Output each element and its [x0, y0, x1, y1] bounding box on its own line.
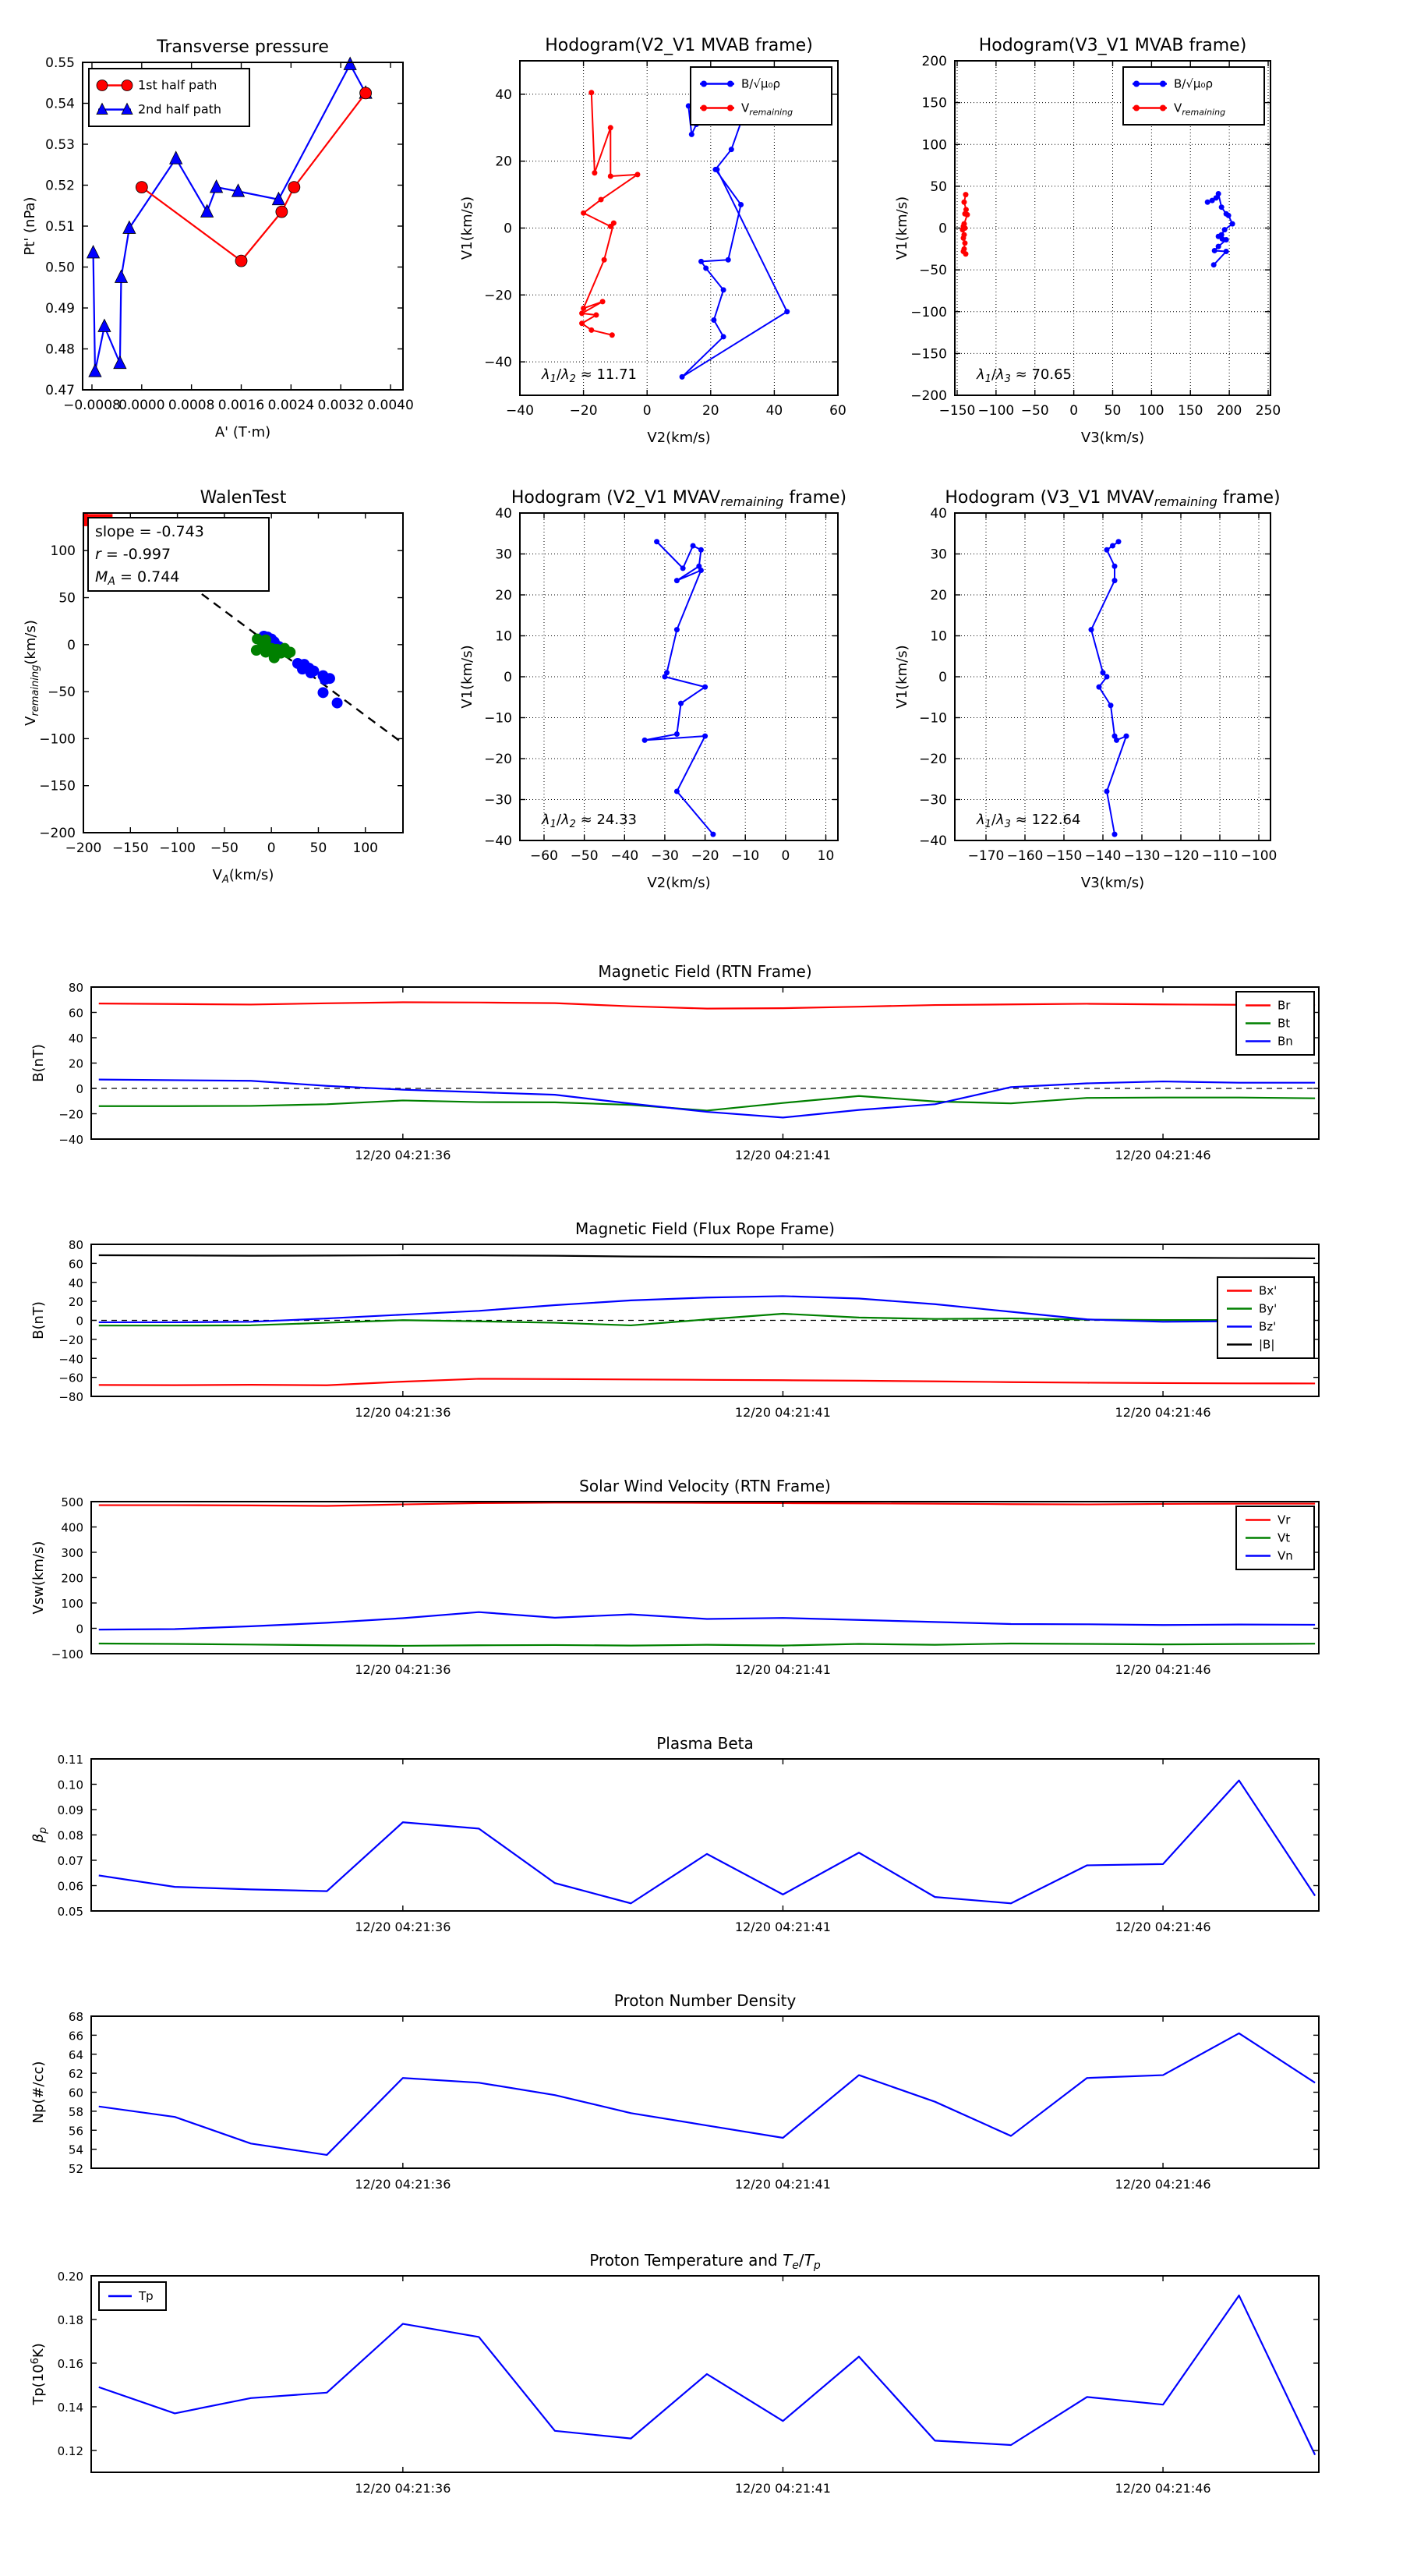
svg-text:400: 400: [61, 1520, 83, 1535]
svg-text:−20: −20: [569, 403, 598, 419]
svg-text:20: 20: [702, 403, 719, 419]
svg-text:Transverse pressure: Transverse pressure: [157, 37, 329, 57]
svg-text:Vsw(km/s): Vsw(km/s): [30, 1541, 47, 1615]
svg-text:10: 10: [930, 628, 947, 645]
svg-text:20: 20: [495, 154, 512, 170]
svg-text:0.47: 0.47: [45, 383, 75, 398]
svg-text:0: 0: [781, 848, 790, 864]
svg-text:Plasma Beta: Plasma Beta: [656, 1734, 754, 1753]
svg-text:−150: −150: [938, 403, 976, 419]
svg-text:−20: −20: [58, 1107, 83, 1122]
svg-text:200: 200: [61, 1571, 83, 1586]
panel-hodogram-v2v1-mvav: [459, 488, 846, 891]
svg-text:−20: −20: [484, 288, 512, 304]
svg-text:−100: −100: [51, 1647, 83, 1661]
svg-text:50: 50: [309, 840, 327, 856]
svg-text:−100: −100: [977, 403, 1015, 419]
panel-proton-temperature: [30, 2251, 1319, 2496]
svg-text:Bt: Bt: [1278, 1016, 1291, 1031]
svg-text:150: 150: [921, 95, 947, 111]
svg-text:12/20 04:21:36: 12/20 04:21:36: [355, 2481, 451, 2496]
svg-text:−170: −170: [967, 848, 1005, 864]
svg-text:Proton Number Density: Proton Number Density: [613, 1991, 797, 2010]
svg-text:0.51: 0.51: [45, 219, 75, 235]
svg-text:Vr: Vr: [1278, 1513, 1291, 1527]
svg-text:Hodogram (V2_V1 MVAVremaining​: Hodogram (V2_V1 MVAVremaining frame): [511, 488, 847, 509]
svg-text:−40: −40: [484, 355, 512, 371]
svg-text:0: 0: [67, 637, 76, 653]
svg-text:0.0008: 0.0008: [168, 398, 215, 413]
svg-text:Hodogram(V2_V1 MVAB frame): Hodogram(V2_V1 MVAB frame): [545, 36, 813, 55]
svg-text:B/√μ₀ρ: B/√μ₀ρ: [1174, 76, 1213, 91]
svg-text:−110: −110: [1201, 848, 1239, 864]
svg-text:20: 20: [68, 1056, 83, 1071]
svg-text:12/20 04:21:41: 12/20 04:21:41: [734, 1920, 831, 1934]
svg-text:66: 66: [68, 2029, 83, 2043]
svg-text:−130: −130: [1123, 848, 1161, 864]
panel-transverse-pressure: [22, 37, 414, 441]
svg-text:−10: −10: [484, 710, 512, 727]
svg-text:0: 0: [642, 403, 652, 419]
svg-text:0: 0: [267, 840, 276, 856]
svg-text:V1(km/s): V1(km/s): [894, 645, 910, 709]
svg-text:Magnetic Field (RTN Frame): Magnetic Field (RTN Frame): [598, 962, 812, 981]
svg-text:slope = -0.743: slope = -0.743: [95, 523, 204, 540]
svg-text:Vt: Vt: [1278, 1530, 1291, 1545]
svg-text:Proton Temperature and Te​/Tp​: Proton Temperature and $T_e/T_p$: [589, 2251, 821, 2272]
svg-text:Bn: Bn: [1278, 1034, 1293, 1049]
svg-text:Pt' (nPa): Pt' (nPa): [22, 196, 38, 256]
svg-text:−100: −100: [910, 304, 947, 320]
svg-text:60: 60: [68, 2086, 83, 2100]
svg-text:150: 150: [1178, 403, 1203, 419]
svg-text:12/20 04:21:46: 12/20 04:21:46: [1115, 1405, 1211, 1420]
svg-text:−30: −30: [650, 848, 679, 864]
svg-text:200: 200: [921, 54, 947, 69]
svg-text:−60: −60: [530, 848, 558, 864]
svg-text:12/20 04:21:41: 12/20 04:21:41: [734, 2481, 831, 2496]
svg-text:0.12: 0.12: [57, 2444, 83, 2458]
svg-text:0.49: 0.49: [45, 301, 75, 317]
svg-text:60: 60: [68, 1257, 83, 1272]
svg-text:Np(#/cc): Np(#/cc): [30, 2061, 47, 2124]
svg-text:12/20 04:21:41: 12/20 04:21:41: [734, 2177, 831, 2192]
svg-text:λ1​/λ3​ ≈ 70.65: $\lambda_1/\lambda_3 \approx 70.65$: [977, 366, 1073, 385]
svg-text:−200: −200: [39, 826, 76, 841]
svg-text:60: 60: [68, 1006, 83, 1021]
svg-text:0: 0: [1069, 403, 1079, 419]
svg-text:0.0000: 0.0000: [118, 398, 165, 413]
svg-text:Hodogram(V3_V1 MVAB frame): Hodogram(V3_V1 MVAB frame): [978, 36, 1247, 55]
svg-text:50: 50: [1104, 403, 1122, 419]
panel-hodogram-v2v1-mvab: [459, 36, 846, 446]
svg-text:12/20 04:21:46: 12/20 04:21:46: [1115, 1920, 1211, 1934]
svg-text:0.11: 0.11: [57, 1753, 83, 1767]
svg-text:V3(km/s): V3(km/s): [1080, 875, 1145, 891]
svg-text:Vremaining​(km/s): $V_{remaining}(km/s)$: [23, 620, 41, 726]
svg-text:−150: −150: [111, 840, 149, 856]
svg-text:V1(km/s): V1(km/s): [459, 645, 475, 709]
svg-text:−40: −40: [919, 833, 947, 849]
svg-text:B(nT): B(nT): [30, 1044, 47, 1082]
svg-text:−200: −200: [910, 388, 947, 404]
svg-text:12/20 04:21:36: 12/20 04:21:36: [355, 1920, 451, 1934]
panel-hodogram-v3v1-mvav: [894, 488, 1281, 891]
svg-text:−50: −50: [1020, 403, 1049, 419]
svg-text:12/20 04:21:36: 12/20 04:21:36: [355, 1405, 451, 1420]
svg-text:200: 200: [1216, 403, 1242, 419]
svg-text:12/20 04:21:46: 12/20 04:21:46: [1115, 1148, 1211, 1162]
svg-text:Vremaining​: $V_{remaining}$: [741, 101, 793, 118]
svg-text:12/20 04:21:46: 12/20 04:21:46: [1115, 1662, 1211, 1677]
svg-text:0.50: 0.50: [45, 260, 75, 276]
svg-text:80: 80: [68, 1238, 83, 1252]
svg-text:Magnetic Field (Flux Rope Fram: Magnetic Field (Flux Rope Frame): [575, 1219, 835, 1238]
svg-text:0.20: 0.20: [57, 2270, 83, 2284]
svg-text:2nd half path: 2nd half path: [138, 101, 222, 117]
svg-text:0.53: 0.53: [45, 137, 75, 153]
panel-hodogram-v3v1-mvab: [894, 36, 1281, 446]
svg-text:V1(km/s): V1(km/s): [894, 196, 910, 260]
svg-text:40: 40: [68, 1031, 83, 1046]
svg-text:0: 0: [76, 1622, 83, 1637]
svg-text:50: 50: [930, 179, 947, 195]
svg-text:−20: −20: [691, 848, 719, 864]
svg-text:By': By': [1259, 1301, 1278, 1316]
svg-text:12/20 04:21:41: 12/20 04:21:41: [734, 1148, 831, 1162]
svg-text:V2(km/s): V2(km/s): [647, 430, 711, 446]
svg-text:0.18: 0.18: [57, 2313, 83, 2327]
panel-vsw-rtn: [30, 1477, 1319, 1677]
svg-text:B(nT): B(nT): [30, 1301, 47, 1339]
svg-text:−150: −150: [910, 346, 947, 363]
svg-text:λ1​/λ2​ ≈ 11.71: $\lambda_1/\lambda_2 \approx 11.71$: [542, 366, 638, 385]
svg-text:20: 20: [68, 1295, 83, 1310]
svg-text:−100: −100: [1240, 848, 1278, 864]
svg-text:−40: −40: [484, 833, 512, 849]
svg-text:0.08: 0.08: [57, 1828, 83, 1843]
svg-text:62: 62: [68, 2067, 83, 2082]
svg-text:−50: −50: [48, 685, 76, 701]
svg-text:12/20 04:21:46: 12/20 04:21:46: [1115, 2177, 1211, 2192]
svg-text:V3(km/s): V3(km/s): [1080, 430, 1145, 446]
svg-text:0: 0: [504, 670, 512, 685]
svg-text:1st half path: 1st half path: [138, 77, 217, 93]
svg-text:0.0040: 0.0040: [367, 398, 414, 413]
panel-bfield-fluxrope: [30, 1219, 1319, 1420]
svg-text:12/20 04:21:36: 12/20 04:21:36: [355, 1148, 451, 1162]
svg-text:−120: −120: [1162, 848, 1200, 864]
svg-text:12/20 04:21:41: 12/20 04:21:41: [734, 1405, 831, 1420]
svg-text:10: 10: [495, 628, 512, 645]
panel-bfield-rtn: [30, 962, 1319, 1162]
svg-text:0.0016: 0.0016: [217, 398, 265, 413]
svg-text:0.54: 0.54: [45, 96, 75, 112]
svg-text:−200: −200: [65, 840, 102, 856]
svg-text:0.05: 0.05: [57, 1905, 83, 1919]
svg-text:64: 64: [68, 2047, 83, 2062]
svg-text:0: 0: [938, 670, 947, 685]
svg-text:40: 40: [765, 403, 783, 419]
svg-text:−30: −30: [484, 792, 512, 809]
svg-text:Br: Br: [1278, 998, 1291, 1013]
svg-text:0.16: 0.16: [57, 2357, 83, 2371]
svg-text:20: 20: [930, 588, 947, 603]
svg-text:0.07: 0.07: [57, 1854, 83, 1868]
svg-text:Hodogram (V3_V1 MVAVremaining​: Hodogram (V3_V1 MVAVremaining frame): [945, 488, 1281, 509]
svg-text:WalenTest: WalenTest: [200, 488, 287, 508]
panel-plasma-beta: [30, 1734, 1319, 1934]
svg-text:250: 250: [1255, 403, 1281, 419]
svg-text:40: 40: [495, 87, 512, 103]
svg-text:−50: −50: [570, 848, 599, 864]
svg-text:VA​(km/s): $V_A(km/s)$: [212, 867, 274, 886]
svg-text:300: 300: [61, 1546, 83, 1560]
svg-text:500: 500: [61, 1495, 83, 1509]
svg-text:V1(km/s): V1(km/s): [459, 196, 475, 260]
svg-text:A' (T·m): A' (T·m): [214, 424, 271, 441]
svg-text:−100: −100: [159, 840, 196, 856]
svg-text:40: 40: [68, 1276, 83, 1290]
svg-text:0.06: 0.06: [57, 1879, 83, 1894]
svg-text:−40: −40: [610, 848, 639, 864]
svg-text:10: 10: [817, 848, 835, 864]
svg-text:0.48: 0.48: [45, 341, 75, 358]
svg-text:0.09: 0.09: [57, 1803, 83, 1817]
svg-text:|B|: |B|: [1259, 1337, 1275, 1352]
svg-text:−10: −10: [731, 848, 760, 864]
svg-text:100: 100: [352, 840, 378, 856]
svg-text:−140: −140: [1084, 848, 1122, 864]
svg-text:−40: −40: [58, 1133, 83, 1147]
svg-text:58: 58: [68, 2104, 83, 2119]
svg-text:30: 30: [930, 547, 947, 563]
svg-text:−20: −20: [58, 1332, 83, 1347]
svg-text:12/20 04:21:46: 12/20 04:21:46: [1115, 2481, 1211, 2496]
svg-text:0.0032: 0.0032: [317, 398, 364, 413]
svg-text:V2(km/s): V2(km/s): [647, 875, 711, 891]
svg-text:50: 50: [58, 590, 76, 607]
svg-text:100: 100: [1139, 403, 1164, 419]
svg-text:Bx': Bx': [1259, 1283, 1278, 1298]
svg-text:20: 20: [495, 588, 512, 603]
svg-text:B/√μ₀ρ: B/√μ₀ρ: [741, 76, 780, 91]
svg-text:12/20 04:21:41: 12/20 04:21:41: [734, 1662, 831, 1677]
svg-text:Tp(106​K): $Tp(10^6K)$: [30, 2343, 47, 2405]
svg-text:0: 0: [76, 1314, 83, 1329]
svg-text:0.14: 0.14: [57, 2401, 83, 2415]
svg-text:−20: −20: [919, 752, 947, 767]
svg-text:MA​ = 0.744: $M_A = 0.744$: [95, 568, 180, 588]
svg-text:−80: −80: [58, 1390, 83, 1404]
svg-text:68: 68: [68, 2010, 83, 2024]
svg-text:r = -0.997: r = -0.997: [95, 546, 171, 563]
svg-text:60: 60: [829, 403, 846, 419]
svg-text:−10: −10: [919, 710, 947, 727]
svg-text:54: 54: [68, 2143, 83, 2157]
svg-text:0.10: 0.10: [57, 1778, 83, 1792]
svg-text:0: 0: [938, 221, 947, 237]
svg-text:−30: −30: [919, 792, 947, 809]
svg-text:−20: −20: [484, 752, 512, 767]
svg-text:−50: −50: [919, 263, 947, 279]
svg-text:0: 0: [504, 221, 512, 237]
svg-text:56: 56: [68, 2124, 83, 2139]
svg-text:−0.0008: −0.0008: [63, 398, 121, 413]
svg-text:−150: −150: [39, 778, 76, 794]
svg-text:−60: −60: [58, 1371, 83, 1385]
svg-text:Bz': Bz': [1259, 1319, 1277, 1334]
svg-text:−50: −50: [210, 840, 239, 856]
svg-text:40: 40: [930, 506, 947, 522]
svg-text:Vn: Vn: [1278, 1548, 1293, 1563]
svg-text:12/20 04:21:36: 12/20 04:21:36: [355, 1662, 451, 1677]
svg-text:12/20 04:21:36: 12/20 04:21:36: [355, 2177, 451, 2192]
svg-text:80: 80: [68, 981, 83, 995]
svg-text:100: 100: [50, 543, 76, 560]
svg-text:λ1​/λ2​ ≈ 24.33: $\lambda_1/\lambda_2 \approx 24.33$: [542, 812, 638, 830]
svg-text:100: 100: [61, 1597, 83, 1611]
svg-text:λ1​/λ3​ ≈ 122.64: $\lambda_1/\lambda_3 \approx 122.64$: [977, 812, 1081, 830]
svg-text:Solar Wind Velocity (RTN Frame: Solar Wind Velocity (RTN Frame): [579, 1477, 831, 1495]
svg-text:βp​: $\beta_p$: [30, 1827, 49, 1843]
panel-walen-test: [23, 488, 403, 886]
svg-text:0.0024: 0.0024: [267, 398, 315, 413]
svg-text:0.55: 0.55: [45, 55, 75, 71]
svg-text:Tp: Tp: [139, 2289, 154, 2303]
svg-text:−150: −150: [1045, 848, 1083, 864]
svg-text:40: 40: [495, 506, 512, 522]
svg-text:−100: −100: [39, 731, 76, 748]
svg-text:52: 52: [68, 2162, 83, 2176]
svg-text:100: 100: [921, 137, 947, 154]
svg-text:−40: −40: [58, 1352, 83, 1367]
svg-text:0.52: 0.52: [45, 178, 75, 194]
svg-text:−40: −40: [506, 403, 534, 419]
svg-text:0: 0: [76, 1082, 83, 1096]
svg-text:Vremaining​: $V_{remaining}$: [1174, 101, 1226, 118]
svg-text:30: 30: [495, 547, 512, 563]
panel-proton-density: [30, 1991, 1319, 2192]
svg-text:−160: −160: [1006, 848, 1044, 864]
